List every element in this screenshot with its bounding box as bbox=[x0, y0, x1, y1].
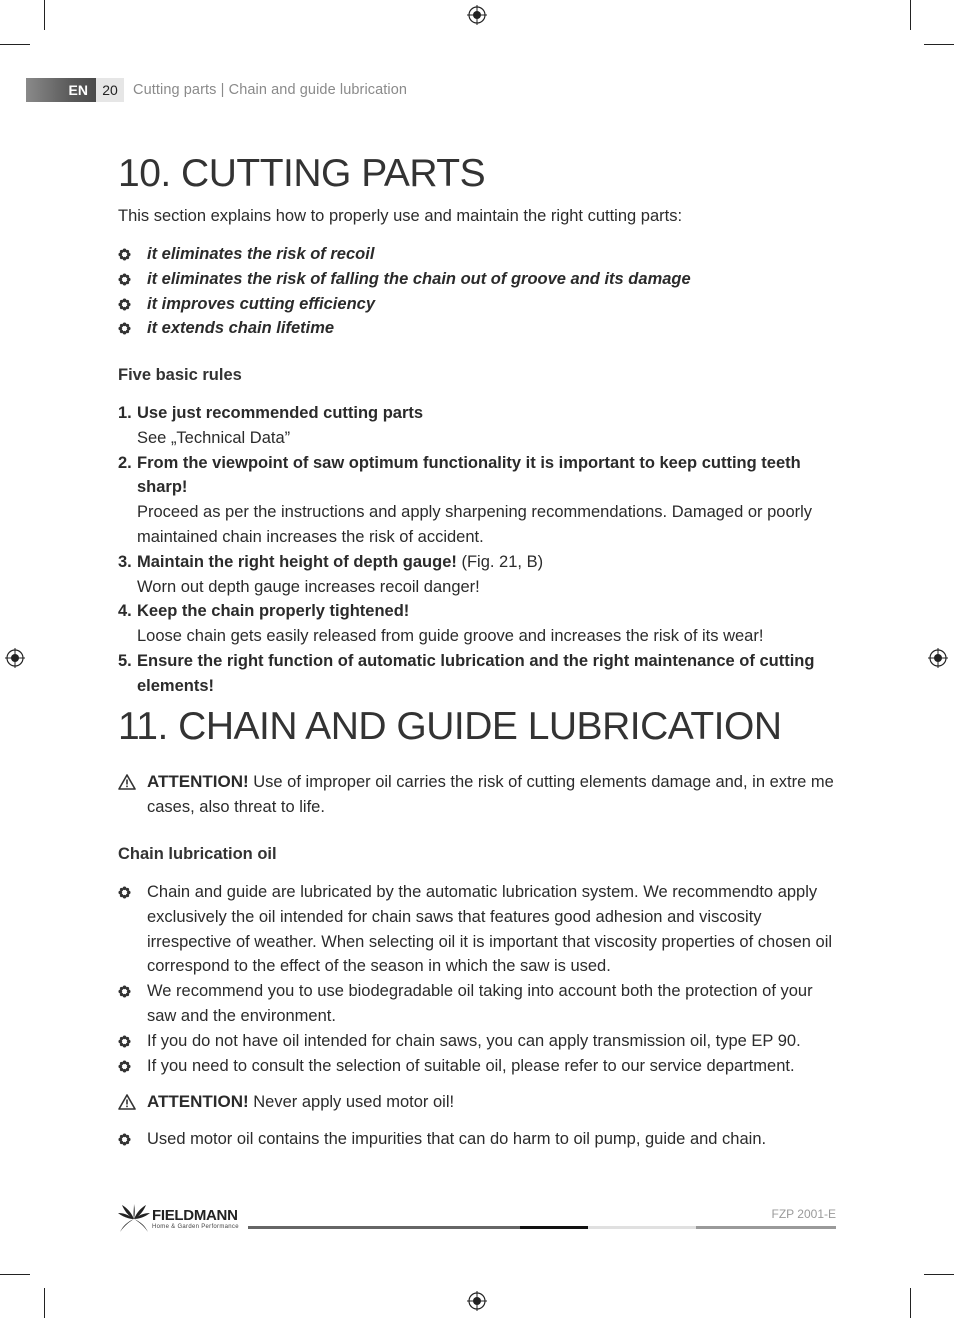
list-item bbox=[118, 267, 834, 292]
registration-mark-icon bbox=[5, 648, 25, 668]
flower-bullet-icon bbox=[118, 298, 131, 311]
list-item bbox=[118, 1029, 834, 1054]
benefit-list bbox=[118, 242, 834, 341]
brand-tagline: Home & Garden Performance bbox=[152, 1224, 239, 1230]
page-header bbox=[26, 78, 407, 102]
rule-title: Ensure the right function of automatic lubrication and the right maintenance of cutting elements! bbox=[137, 651, 815, 695]
crop-mark bbox=[924, 1274, 954, 1275]
flower-bullet-icon bbox=[118, 1133, 131, 1146]
rule-number: 5. bbox=[118, 651, 132, 670]
flower-bullet-icon bbox=[118, 322, 131, 335]
flower-bullet-icon bbox=[118, 985, 131, 998]
section-10-title: 10. CUTTING PARTS bbox=[118, 152, 486, 195]
rules-list bbox=[118, 401, 834, 699]
list-item-text: it extends chain lifetime bbox=[147, 319, 335, 338]
rule-body: Worn out depth gauge increases recoil danger! bbox=[137, 577, 480, 596]
list-item bbox=[118, 979, 834, 1029]
section-10-intro: This section explains how to properly use and maintain the right cutting parts: bbox=[118, 207, 683, 225]
attention-note bbox=[118, 1090, 834, 1115]
section-11-title: 11. CHAIN AND GUIDE LUBRICATION bbox=[118, 705, 782, 748]
list-item-text: it eliminates the risk of falling the chain out of groove and its damage bbox=[147, 269, 691, 288]
warning-triangle-icon bbox=[118, 1094, 136, 1110]
flower-bullet-icon bbox=[118, 1060, 131, 1073]
motor-oil-list bbox=[118, 1127, 834, 1152]
rule-body: Loose chain gets easily released from guide groove and increases the risk of its wear! bbox=[137, 627, 764, 646]
fieldmann-logo-mark bbox=[118, 1204, 150, 1234]
rule-item bbox=[118, 550, 834, 600]
list-item bbox=[118, 1054, 834, 1079]
rule-body: See „Technical Data” bbox=[137, 428, 291, 447]
rule-title: Use just recommended cutting parts bbox=[137, 404, 424, 422]
flower-bullet-icon bbox=[118, 273, 131, 286]
header-title: Cutting parts | Chain and guide lubrication bbox=[133, 82, 408, 98]
rule-number: 3. bbox=[118, 552, 132, 571]
attention-text: Use of improper oil carries the risk of cutting elements damage and, in extre me cases, also threat to life. bbox=[147, 773, 834, 816]
rules-heading: Five basic rules bbox=[118, 366, 242, 384]
registration-mark-icon bbox=[467, 5, 487, 25]
footer-rule bbox=[588, 1226, 696, 1229]
list-item-text: Chain and guide are lubricated by the automatic lubrication system. We recommendto apply exclusively the oil intended for chain saws that features good adhesion and viscosity irrespective of weather. When selecting oil it is important that viscosity properties of chosen oil correspond to the effect of the season in which the saw is used. bbox=[147, 883, 833, 976]
list-item bbox=[118, 292, 834, 317]
footer-rule bbox=[520, 1226, 588, 1229]
flower-bullet-icon bbox=[118, 248, 131, 261]
list-item-text: Used motor oil contains the impurities that can do harm to oil pump, guide and chain. bbox=[147, 1130, 767, 1148]
model-number: FZP 2001-E bbox=[771, 1207, 836, 1221]
oil-list bbox=[118, 880, 834, 1078]
rule-body: Proceed as per the instructions and apply sharpening recommendations. Damaged or poorly maintained chain increases the risk of accident. bbox=[137, 503, 813, 546]
page-number: 20 bbox=[96, 78, 124, 102]
footer-rule bbox=[696, 1226, 836, 1229]
rule-number: 4. bbox=[118, 602, 132, 621]
crop-mark bbox=[0, 44, 30, 45]
attention-note bbox=[118, 770, 834, 820]
rule-number: 1. bbox=[118, 404, 132, 422]
rule-title: Maintain the right height of depth gauge! bbox=[137, 552, 457, 571]
registration-mark-icon bbox=[928, 648, 948, 668]
crop-mark bbox=[910, 0, 911, 30]
footer-rule bbox=[248, 1226, 520, 1229]
attention-label: ATTENTION! bbox=[147, 772, 249, 791]
rule-item bbox=[118, 599, 834, 649]
list-item-text: We recommend you to use biodegradable oil taking into account both the protection of your saw and the environment. bbox=[147, 982, 813, 1025]
crop-mark bbox=[44, 0, 45, 30]
flower-bullet-icon bbox=[118, 1035, 131, 1048]
list-item bbox=[118, 1127, 834, 1152]
brand-name: FIELDMANN bbox=[152, 1207, 238, 1224]
crop-mark bbox=[44, 1288, 45, 1318]
rule-item bbox=[118, 649, 834, 699]
list-item-text: it improves cutting efficiency bbox=[147, 294, 376, 313]
list-item-text: If you do not have oil intended for chain saws, you can apply transmission oil, type EP 90. bbox=[147, 1031, 801, 1050]
fieldmann-logo bbox=[118, 1204, 248, 1234]
attention-text: Never apply used motor oil! bbox=[248, 1093, 455, 1111]
list-item-text: it eliminates the risk of recoil bbox=[147, 245, 375, 263]
rule-title: Keep the chain properly tightened! bbox=[137, 602, 410, 621]
rule-number: 2. bbox=[118, 453, 132, 472]
oil-heading: Chain lubrication oil bbox=[118, 845, 277, 863]
list-item bbox=[118, 316, 834, 341]
list-item bbox=[118, 880, 834, 979]
crop-mark bbox=[924, 44, 954, 45]
list-item bbox=[118, 242, 834, 267]
flower-bullet-icon bbox=[118, 886, 131, 899]
attention-label: ATTENTION! bbox=[147, 1092, 249, 1111]
warning-triangle-icon bbox=[118, 774, 136, 790]
rule-title: From the viewpoint of saw optimum functionality it is important to keep cutting teeth sharp! bbox=[137, 453, 801, 497]
rule-item bbox=[118, 401, 834, 451]
crop-mark bbox=[0, 1274, 30, 1275]
crop-mark bbox=[910, 1288, 911, 1318]
language-tag: EN bbox=[26, 78, 96, 102]
rule-item bbox=[118, 451, 834, 550]
list-item-text: If you need to consult the selection of suitable oil, please refer to our service department. bbox=[147, 1056, 795, 1075]
registration-mark-icon bbox=[467, 1291, 487, 1311]
rule-reference: (Fig. 21, B) bbox=[456, 552, 544, 571]
